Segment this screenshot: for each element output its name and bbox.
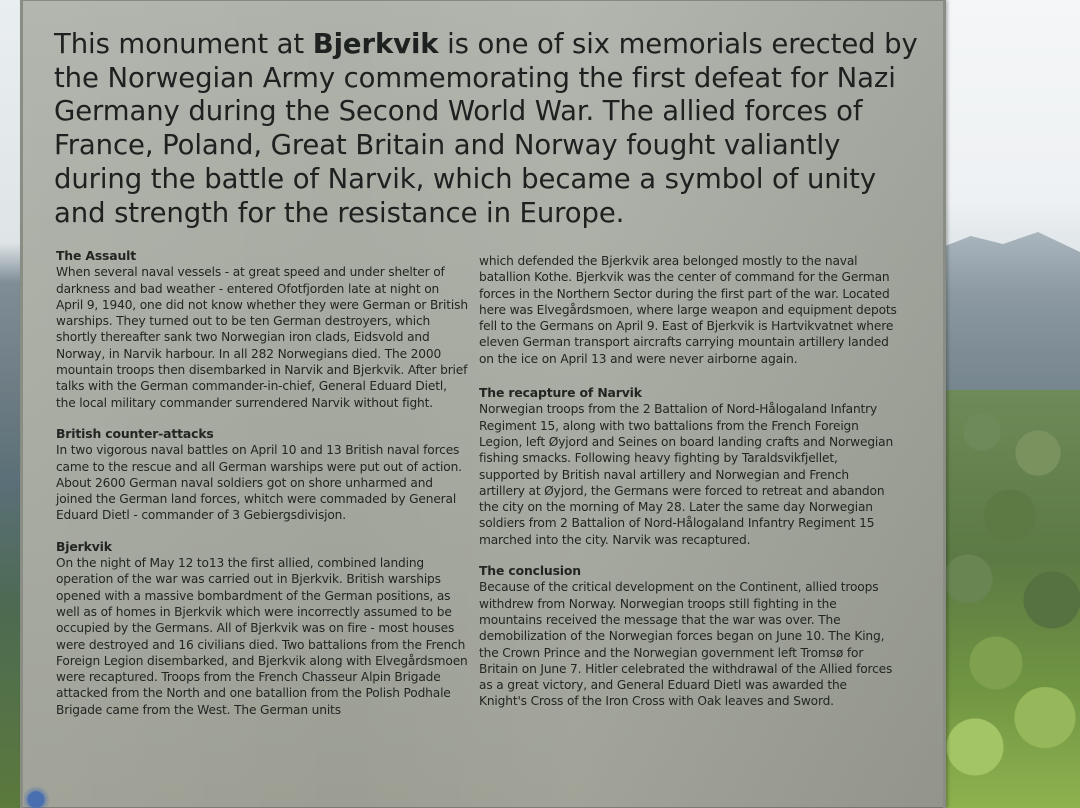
blue-flower-blur — [24, 780, 54, 808]
section-body-recapture: Norwegian troops from the 2 Battalion of Nord-Hålogaland Infantry Regiment 15, along with two battalions from the French Foreign Legion, left Øyjord and Seines on board landing crafts and Norwegian fishing smacks. Following heavy fighting by Taraldsvikfjellet, supported by British naval artillery and Norwegian and French artillery at Øyjord, the Germans were forced to retreat and abandon the city on the morning of May 28. Later the same day Norwegian soldiers from 2 Battalion of Nord-Hålogaland Infantry Regiment 15 marched into the city. Narvik was recaptured. — [479, 402, 894, 547]
section-body-assault: When several naval vessels - at great speed and under shelter of darkness and bad weather - entered Ofotfjorden late at night on April 9, 1940, one did not know whether they were German or British warships. They turned out to be ten German destroyers, which shortly thereafter sank two Norwegian iron clads, Eidsvold and Norway, in Narvik harbour. In all 282 Norwegians died. The 2000 mountain troops then disembarked in Narvik and Bjerkvik. After brief talks with the German commander-in-chief, General Eduard Dietl, the local military commander surrendered Narvik without fight. — [56, 265, 468, 410]
section-body-bjerkvik-continued: which defended the Bjerkvik area belonged mostly to the naval batallion Kothe. Bjerkvik was the center of command for the German forces in the Northern Sector during the first part of the war. Located here was Elvegårdsmoen, where large weapon and equipment depots fell to the Germans on April 9. East of Bjerkvik is Hartvikvatnet where eleven German transport aircrafts carrying mountain artillery landed on the ice on April 13 and were never airborne again. — [479, 254, 897, 366]
section-title-conclusion: The conclusion — [479, 563, 581, 579]
sign-right-edge — [943, 0, 946, 808]
sign-left-edge — [20, 0, 23, 808]
trees-foliage — [940, 390, 1080, 808]
background-left-landscape — [0, 0, 22, 808]
headline-suffix: is one of six memorials erected by the Norwegian Army commemorating the first defeat for Nazi Germany during the Second World War. The allied forces of France, Poland, Great Britain and Norway fought valiantly during the battle of Narvik, which became a symbol of unity and strength for the resistance in Europe. — [54, 28, 918, 229]
section-title-bjerkvik: Bjerkvik — [56, 538, 112, 554]
background-right-landscape — [940, 0, 1080, 808]
headline-bold-place: Bjerkvik — [312, 28, 439, 60]
left-text-column — [56, 248, 468, 733]
headline-prefix: This monument at — [54, 28, 313, 60]
section-title-counter-attacks: British counter-attacks — [56, 425, 214, 441]
section-body-counter-attacks: In two vigorous naval battles on April 10 and 13 British naval forces came to the rescue and all German warships were put out of action. About 2600 German naval soldiers got on shore unharmed and joined the German land forces, whitch were commaded by General Eduard Dietl - commander of 3 Gebiergsdivisjon. — [56, 443, 462, 523]
section-title-assault: The Assault — [56, 248, 137, 263]
section-title-recapture: The recapture of Narvik — [479, 385, 642, 401]
memorial-sign-panel — [20, 0, 946, 808]
section-body-bjerkvik: On the night of May 12 to13 the first allied, combined landing operation of the war was carried out in Bjerkvik. British warships opened with a massive bombardment of the German positions, as well as of homes in Bjerkvik which were incorrectly assumed to be occupied by the Germans. All of Bjerkvik was on fire - most houses were destroyed and 16 civilians died. Two battalions from the French Foreign Legion disembarked, and Bjerkvik along with Elvegårdsmoen were recaptured. Troops from the French Chasseur Alpin Brigade attacked from the North and one batallion from the Polish Podhale Brigade came from the West. The German units — [56, 556, 468, 717]
section-body-conclusion: Because of the critical development on the Continent, allied troops withdrew from Norway. Norwegian troops still fighting in the mountains received the message that the war was over. The demobilization of the Norwegian forces began on June 10. The King, the Crown Prince and the Norwegian government left Tromsø for Britain on June 7. Hitler celebrated the withdrawal of the Allied forces as a great victory, and General Eduard Dietl was awarded the Knight's Cross of the Iron Cross with Oak leaves and Sword. — [479, 580, 893, 709]
sign-headline — [54, 28, 934, 230]
right-text-column — [479, 253, 897, 725]
